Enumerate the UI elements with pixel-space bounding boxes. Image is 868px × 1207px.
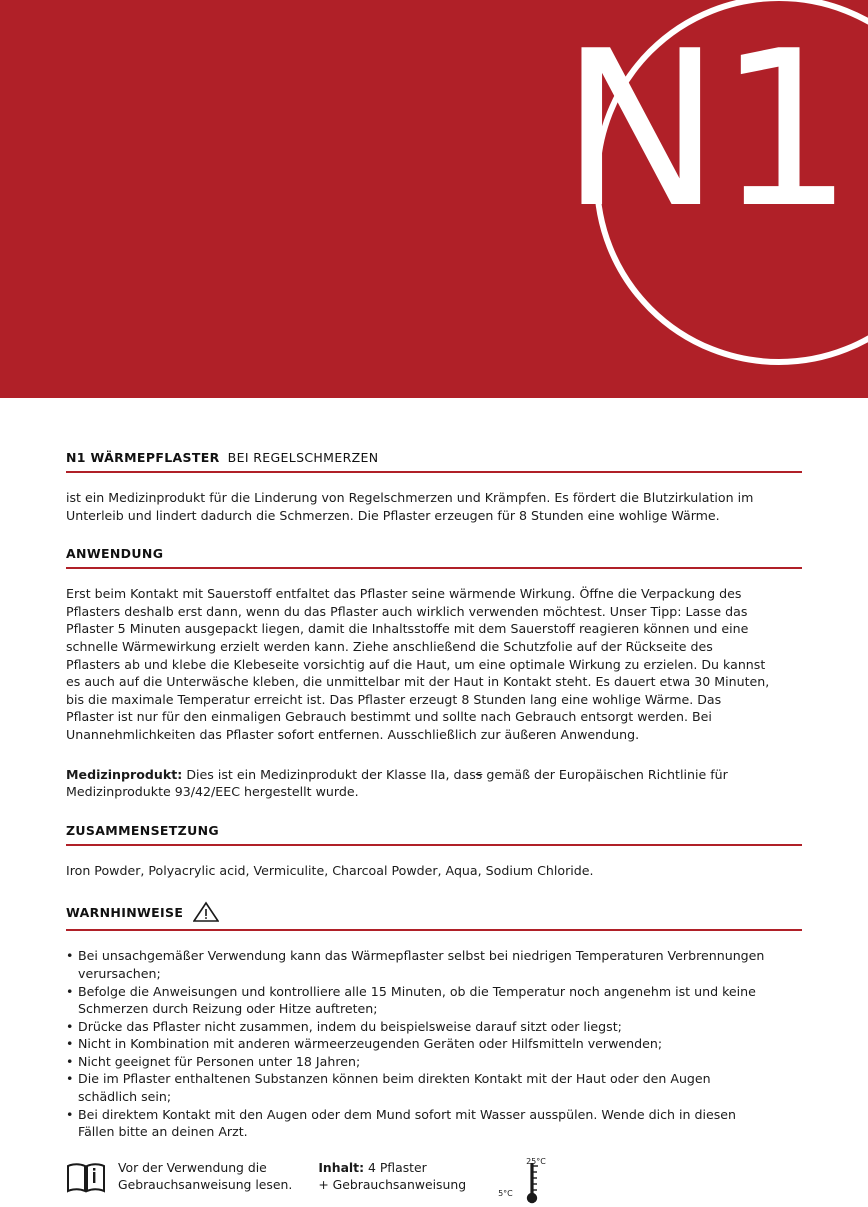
read-manual-line2: Gebrauchsanweisung lesen. bbox=[118, 1176, 293, 1192]
content-text bbox=[318, 1159, 466, 1193]
warnings-title: WARNHINWEISE bbox=[66, 904, 184, 920]
product-title bbox=[66, 450, 802, 465]
warning-triangle-icon bbox=[193, 901, 219, 923]
section-composition bbox=[66, 823, 802, 880]
section-product bbox=[66, 450, 802, 524]
product-title-light: BEI REGELSCHMERZEN bbox=[227, 450, 379, 465]
document-content bbox=[0, 398, 868, 1207]
content-item bbox=[318, 1159, 466, 1193]
medical-device-note bbox=[66, 766, 771, 801]
medical-device-text-2: gemäß der Europäischen Richtlinie für Medizinprodukte 93/42/EEC hergestellt wurde. bbox=[66, 766, 728, 800]
divider-warnings bbox=[66, 929, 802, 931]
application-text: Erst beim Kontakt mit Sauerstoff entfaltet das Pflaster seine wärmende Wirkung. Öffne die Verpackung des Pflasters deshalb erst dann, wenn du das Pflaster auch wirklich verwenden möchtest. Unser Tipp: Lasse das Pflaster 5 Minuten ausgepackt liegen, damit die Inhaltsstoffe mit dem Sauerstoff reagieren können und eine schnelle Wärmewirkung erzielt werden kann. Ziehe anschließend die Schutzfolie auf der Rückseite des Pflasters ab und klebe die Klebeseite vorsichtig auf die Haut, um eine optimale Wirkung zu erzielen. Du kannst es auch auf die Unterwäsche kleben, die unmittelbar mit der Haut in Kontakt steht. Es dauert etwa 30 Minuten, bis die maximale Temperatur erreicht ist. Das Pflaster erzeugt 8 Stunden lang eine wohlige Wärme. Das Pflaster ist nur für den einmaligen Gebrauch bestimmt und sollte nach Gebrauch entsorgt werden. Bei Unannehmlichkeiten das Pflaster sofort entfernen. Ausschließlich zur äußeren Anwendung. bbox=[66, 586, 770, 742]
section-warnings bbox=[66, 901, 802, 1141]
header-band bbox=[0, 0, 868, 398]
read-manual-item bbox=[66, 1159, 292, 1199]
divider-composition bbox=[66, 844, 802, 846]
divider-product bbox=[66, 471, 802, 473]
content-line2: + Gebrauchsanweisung bbox=[318, 1176, 467, 1192]
application-title: ANWENDUNG bbox=[66, 546, 164, 562]
list-item: • Drücke das Pflaster nicht zusammen, indem du beispielsweise darauf sitzt oder liegst; bbox=[66, 1018, 766, 1036]
composition-text: Iron Powder, Polyacrylic acid, Vermiculite, Charcoal Powder, Aqua, Sodium Chloride. bbox=[66, 862, 594, 878]
medical-device-text-1: Dies ist ein Medizinprodukt der Klasse IIa, das bbox=[186, 766, 476, 782]
product-description: ist ein Medizinprodukt für die Linderung von Regelschmerzen und Krämpfen. Es fördert die Blutzirkulation im Unterleib und lindert dadurch die Schmerzen. Die Pflaster erzeugen für 8 Stunden eine wohlige Wärme. bbox=[66, 490, 754, 523]
read-manual-line1: Vor der Verwendung die bbox=[118, 1159, 267, 1175]
read-manual-text bbox=[118, 1159, 292, 1193]
warnings-title-row bbox=[66, 901, 802, 923]
composition-title: ZUSAMMENSETZUNG bbox=[66, 822, 220, 838]
list-item: • Befolge die Anweisungen und kontrolliere alle 15 Minuten, ob die Temperatur noch angenehm ist und keine Schmerzen durch Reizung oder Hitze auftreten; bbox=[66, 983, 766, 1018]
medical-device-label: Medizinprodukt: bbox=[66, 766, 183, 782]
temp-low-label: 5°C bbox=[498, 1188, 513, 1198]
temp-high-label: 25°C bbox=[526, 1156, 546, 1166]
product-title-bold: N1 WÄRMEPFLASTER bbox=[66, 450, 220, 465]
section-application bbox=[66, 546, 802, 801]
list-item: • Bei unsachgemäßer Verwendung kann das Wärmepflaster selbst bei niedrigen Temperaturen Verbrennungen verursachen; bbox=[66, 947, 766, 982]
divider-application bbox=[66, 567, 802, 569]
medical-device-strike: s bbox=[475, 766, 483, 782]
content-label: Inhalt: bbox=[318, 1159, 365, 1175]
read-instructions-icon bbox=[66, 1161, 106, 1199]
list-item: • Nicht in Kombination mit anderen wärmeerzeugenden Geräten oder Hilfsmitteln verwenden; bbox=[66, 1035, 766, 1053]
list-item: • Nicht geeignet für Personen unter 18 Jahren; bbox=[66, 1053, 766, 1071]
list-item: • Bei direktem Kontakt mit den Augen oder dem Mund sofort mit Wasser ausspülen. Wende dich in diesen Fällen bitte an deinen Arzt. bbox=[66, 1106, 766, 1141]
content-value: 4 Pflaster bbox=[368, 1159, 427, 1175]
list-item: • Die im Pflaster enthaltenen Substanzen können beim direkten Kontakt mit der Haut oder den Augen schädlich sein; bbox=[66, 1070, 766, 1105]
brand-mark: N1 bbox=[560, 4, 850, 255]
warnings-list bbox=[66, 947, 802, 1141]
